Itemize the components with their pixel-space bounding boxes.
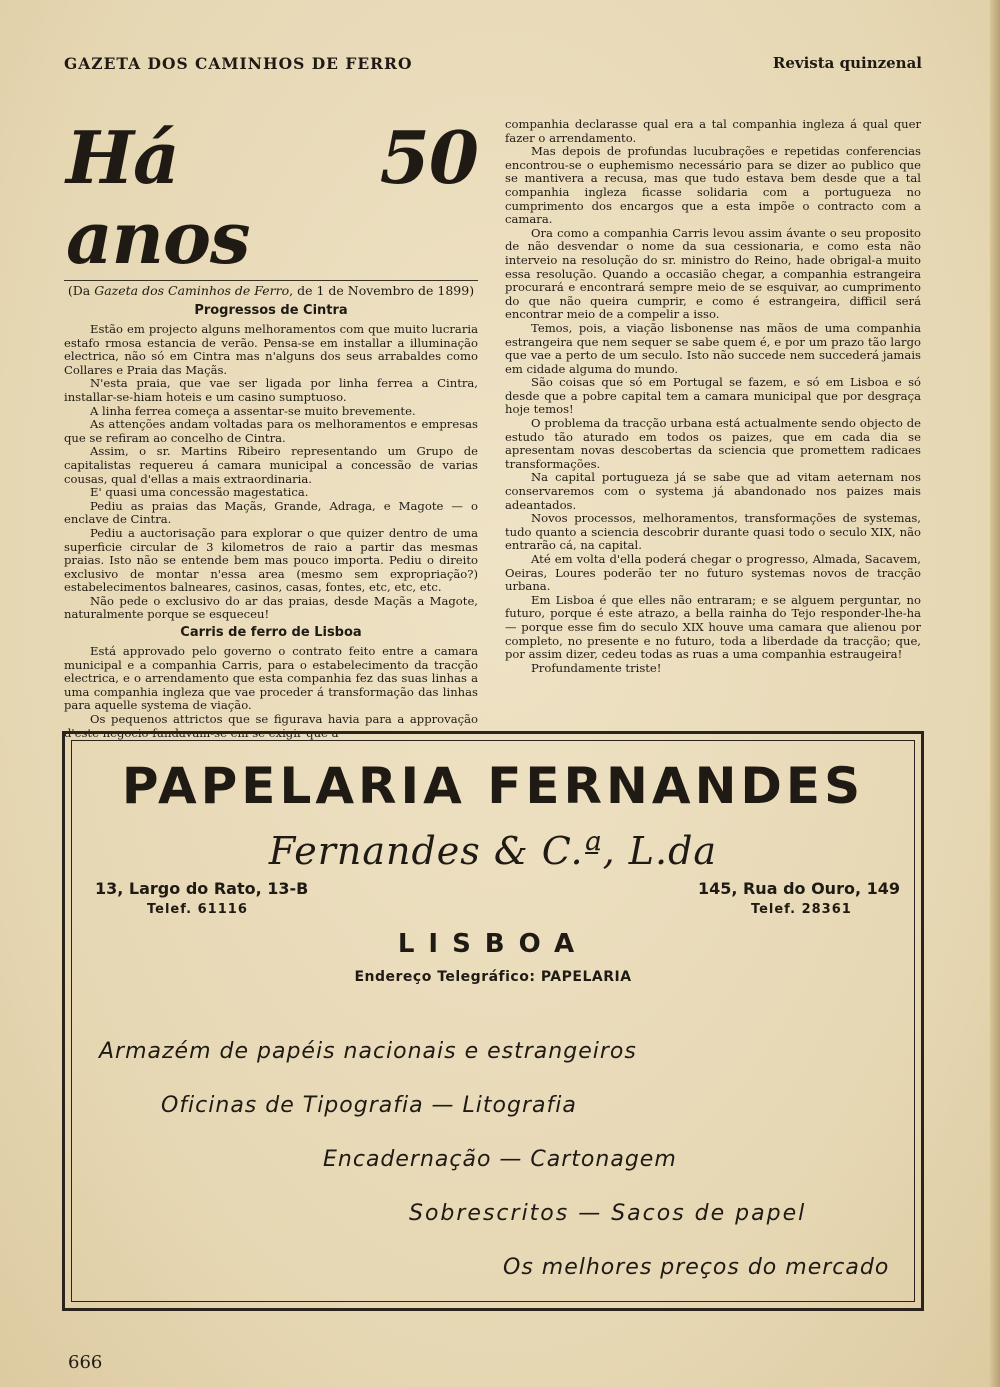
- article-title: Há 50 anos: [66, 115, 478, 280]
- paragraph: Temos, pois, a viação lisbonense nas mãos de uma companhia estrangeira que nem sequer se sabe quem é, e por um prazo tão largo que vae a perto de um seculo. Isto não succede nem succederá jamais em cidade alguma do mundo.: [505, 320, 921, 376]
- advertisement-inner-border: [71, 740, 915, 1302]
- ad-address-left: [95, 879, 308, 917]
- article-source: [64, 280, 478, 298]
- section-heading-carris: Carris de ferro de Lisboa: [180, 625, 362, 641]
- paragraph-continuation: companhia declarasse qual era a tal companhia ingleza á qual quer fazer o arrendamento.: [505, 117, 921, 145]
- ad-line-envelopes: Sobrescritos — Sacos de papel: [409, 1201, 807, 1226]
- ad-telegraph-address: Endereço Telegráfico: PAPELARIA: [354, 969, 632, 985]
- paragraph: Novos processos, melhoramentos, transformações de systemas, tudo quanto a sciencia descobrir durante quasi todo o seculo XIX, não entrarão cá, na capital.: [505, 511, 921, 553]
- ad-city: LISBOA: [397, 929, 589, 959]
- ad-brand: PAPELARIA FERNANDES: [121, 757, 865, 815]
- ad-phone-left: Telef. 61116: [147, 902, 248, 917]
- ad-street-left: 13, Largo do Rato, 13-B: [95, 879, 309, 898]
- paragraph: Estão em projecto alguns melhoramentos com que muito lucraria estafo rmosa estancia de verão. Pensa-se em installar a illuminação electrica, não só em Cintra mas n'alguns dos seus arrabaldes como Collares e Praia das Maçãs.: [64, 322, 478, 377]
- section-heading-cintra: Progressos de Cintra: [194, 303, 348, 318]
- ad-line-paper: Armazém de papéis nacionais e estrangeiros: [99, 1039, 637, 1064]
- article-column-left: [64, 115, 478, 740]
- paragraph: Ora como a companhia Carris levou assim ávante o seu proposito de não desvendar o nome da sua cessionaria, e como esta não interveio na resolução do sr. ministro do Reino, hade obrigal-a muito essa resolução. Quando a occasião chegar, a companhia estrangeira procurará e encontrará sempre meio de se esquivar, ao cumprimento do que não queira cumprir, e como é estrangeira, difficil será encontrar meio de a compelir a isso.: [505, 225, 921, 322]
- paragraph: São coisas que só em Portugal se fazem, e só em Lisboa e só desde que a pobre capital tem a camara municipal que por desgraça hoje temos!: [505, 375, 921, 417]
- paragraph: Mas depois de profundas lucubrações e repetidas conferencias encontrou-se o euphemismo necessário para se dizer ao publico que se mantivera a recusa, mas que tudo estava bem desde que a tal companhia ingleza ficasse solidaria com a portugueza no cumprimento dos encargos que a esta impõe o contracto com a camara.: [505, 144, 921, 227]
- source-suffix: , de 1 de Novembro de 1899): [289, 283, 475, 298]
- journal-name: GAZETA DOS CAMINHOS DE FERRO: [64, 54, 413, 73]
- ad-phone-right: Telef. 28361: [750, 902, 852, 917]
- ad-address-right: [698, 879, 900, 917]
- ad-line-prices: Os melhores preços do mercado: [503, 1255, 890, 1280]
- running-header: [64, 54, 922, 78]
- paragraph: Pediu a auctorisação para explorar o que quizer dentro de uma superficie circular de 3 kilometros de raio a partir das mesmas praias. Isto não se entende bem mas pouco importa. Pediu o direito exclusivo de montar n'essa area (mesmo sem expropriação?) estabelecimentos balneares, casinos, casas, fontes, etc, etc, etc.: [64, 525, 478, 595]
- binding-edge: [990, 0, 1000, 1387]
- paragraph: E' quasi uma concessão magestatica.: [90, 485, 309, 500]
- paragraph: Até em volta d'ella poderá chegar o progresso, Almada, Sacavem, Oeiras, Loures poderão ter no futuro systemas novos de tracção urbana.: [505, 552, 921, 594]
- paragraph: As attenções andam voltadas para os melhoramentos e empresas que se refiram ao concelho de Cintra.: [64, 417, 478, 445]
- paragraph: Profundamente triste!: [531, 660, 662, 675]
- ad-company-name: Fernandes & C.ª, L.da: [268, 829, 718, 873]
- paragraph: Em Lisboa é que elles não entraram; e se alguem perguntar, no futuro, porque é este atrazo, a bella rainha do Tejo responder-lhe-ha — porque esse fim do seculo XIX houve uma camara que alienou por completo, no presente e no futuro, toda a liberdade da tracção; que, por assim dizer, cedeu todas as ruas a uma companhia estraugeira!: [505, 592, 921, 662]
- issue-note: Revista quinzenal: [772, 54, 922, 72]
- source-prefix: (Da: [67, 283, 95, 298]
- article-column-right: [505, 118, 921, 675]
- paragraph: N'esta praia, que vae ser ligada por linha ferrea a Cintra, installar-se-hiam hoteis e um casino sumptuoso.: [64, 376, 478, 404]
- paragraph: Está approvado pelo governo o contrato feito entre a camara municipal e a companhia Carris, para o estabelecimento da tracção electrica, e o arrendamento que esta companhia fez das suas linhas a uma companhia ingleza que vae proceder á transformação das linhas para aquelle systema de viação.: [64, 644, 478, 713]
- paragraph: O problema da tracção urbana está actualmente sendo objecto de estudo tão aturado em todos os paizes, que em cada dia se apresentam novas descobertas da sciencia que promettem radicaes transformações.: [505, 416, 921, 471]
- paragraph: Pediu as praias das Maçãs, Grande, Adraga, e Magote — o enclave de Cintra.: [64, 498, 478, 527]
- paragraph: Os pequenos attrictos que se figurava havia para a approvação d'este negocio fundavam-se em se exigir que a: [64, 712, 478, 740]
- paragraph: Não pede o exclusivo do ar das praias, desde Maçãs a Magote, naturalmente porque se esqueceu!: [64, 593, 478, 622]
- paragraph: Na capital portugueza já se sabe que ad vitam aeternam nos conservaremos com o systema já abandonado nos paizes mais adeantados.: [505, 470, 921, 512]
- paragraph: Assim, o sr. Martins Ribeiro representando um Grupo de capitalistas requereu á camara municipal a concessão de varias cousas, qual d'ellas a mais extraordinaria.: [64, 444, 478, 486]
- source-journal: Gazeta dos Caminhos de Ferro: [94, 283, 290, 298]
- ad-street-right: 145, Rua do Ouro, 149: [697, 879, 900, 898]
- paragraph: A linha ferrea começa a assentar-se muito brevemente.: [90, 403, 416, 418]
- page-number: 666: [68, 1352, 103, 1373]
- ad-line-printing: Oficinas de Tipografia — Litografia: [161, 1093, 577, 1118]
- advertisement-box: [62, 731, 924, 1311]
- ad-line-binding: Encadernação — Cartonagem: [323, 1147, 677, 1172]
